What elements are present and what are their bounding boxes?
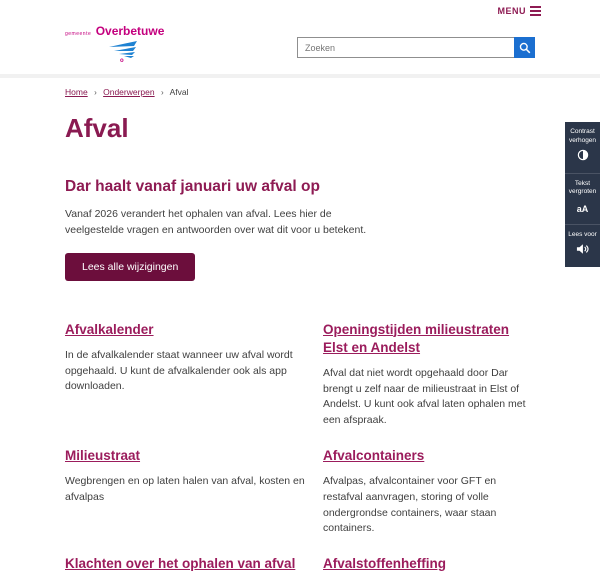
search-bar: [297, 37, 535, 58]
topic-card: [323, 321, 535, 429]
topic-link-afvalstoffenheffing[interactable]: Afvalstoffenheffing: [323, 556, 446, 572]
topics-grid: [65, 321, 535, 582]
topic-description: Afvalpas, afvalcontainer voor GFT en restafval aanvragen, storing of volle ondergrondse containers, waar staan containers.: [323, 475, 497, 535]
contrast-icon: [577, 149, 589, 161]
breadcrumb-separator: ›: [161, 88, 164, 97]
search-button[interactable]: [514, 37, 535, 58]
logo-name: Overbetuwe: [95, 24, 165, 38]
hamburger-icon: [530, 6, 541, 16]
menu-button[interactable]: [498, 6, 542, 16]
topic-link-afvalkalender[interactable]: Afvalkalender: [65, 321, 154, 337]
accessibility-panel: [565, 122, 600, 267]
intro-text: Vanaf 2026 verandert het ophalen van afval. Lees hier de veelgestelde vragen en antwoorden over wat dit voor u betekent.: [65, 208, 367, 237]
search-icon: [519, 42, 531, 54]
speaker-icon: [576, 243, 589, 255]
topic-description: Wegbrengen en op laten halen van afval, kosten en afvalpas: [65, 475, 305, 503]
breadcrumb-onderwerpen[interactable]: Onderwerpen: [103, 87, 155, 97]
topic-link-openingstijden[interactable]: Openingstijden milieustraten Elst en Andelst: [323, 321, 510, 355]
swan-wing-icon: [107, 41, 137, 58]
read-aloud-button[interactable]: [565, 225, 600, 267]
site-header: [0, 0, 600, 78]
topic-card: [65, 555, 318, 582]
text-size-icon: aA: [576, 204, 589, 215]
breadcrumb-home[interactable]: Home: [65, 87, 88, 97]
main-content: [65, 78, 535, 582]
breadcrumb: [65, 78, 535, 97]
logo[interactable]: [65, 22, 175, 64]
contrast-toggle[interactable]: [565, 122, 600, 174]
topic-card: [323, 447, 535, 537]
text-size-toggle[interactable]: [565, 174, 600, 226]
intro-section: [65, 178, 535, 281]
logo-mark: o: [120, 58, 124, 64]
logo-prefix: gemeente: [65, 31, 92, 37]
text-size-label: Tekst vergroten: [568, 179, 597, 196]
contrast-label: Contrast verhogen: [568, 128, 597, 144]
topic-card: [323, 555, 535, 582]
intro-heading: Dar haalt vanaf januari uw afval op: [65, 178, 320, 195]
page-title: Afval: [65, 113, 129, 143]
topic-description: Afval dat niet wordt opgehaald door Dar brengt u zelf naar de milieustraat in Elst of Andelst. U kunt ook afval laten ophalen met een afspraak.: [323, 366, 526, 427]
search-input[interactable]: [297, 37, 514, 58]
read-aloud-label: Lees voor: [568, 231, 597, 239]
topic-card: [65, 447, 318, 537]
breadcrumb-current: Afval: [169, 87, 189, 97]
topic-description: In de afvalkalender staat wanneer uw afval wordt opgehaald. U kunt de afvalkalender ook als app downloaden.: [65, 348, 293, 393]
breadcrumb-separator: ›: [94, 88, 97, 97]
topic-link-klachten[interactable]: Klachten over het ophalen van afval: [65, 556, 296, 572]
menu-label: MENU: [497, 6, 526, 16]
topic-link-milieustraat[interactable]: Milieustraat: [65, 447, 141, 463]
topic-card: [65, 321, 318, 429]
read-changes-button[interactable]: Lees alle wijzigingen: [65, 253, 195, 281]
topic-link-afvalcontainers[interactable]: Afvalcontainers: [323, 447, 425, 463]
